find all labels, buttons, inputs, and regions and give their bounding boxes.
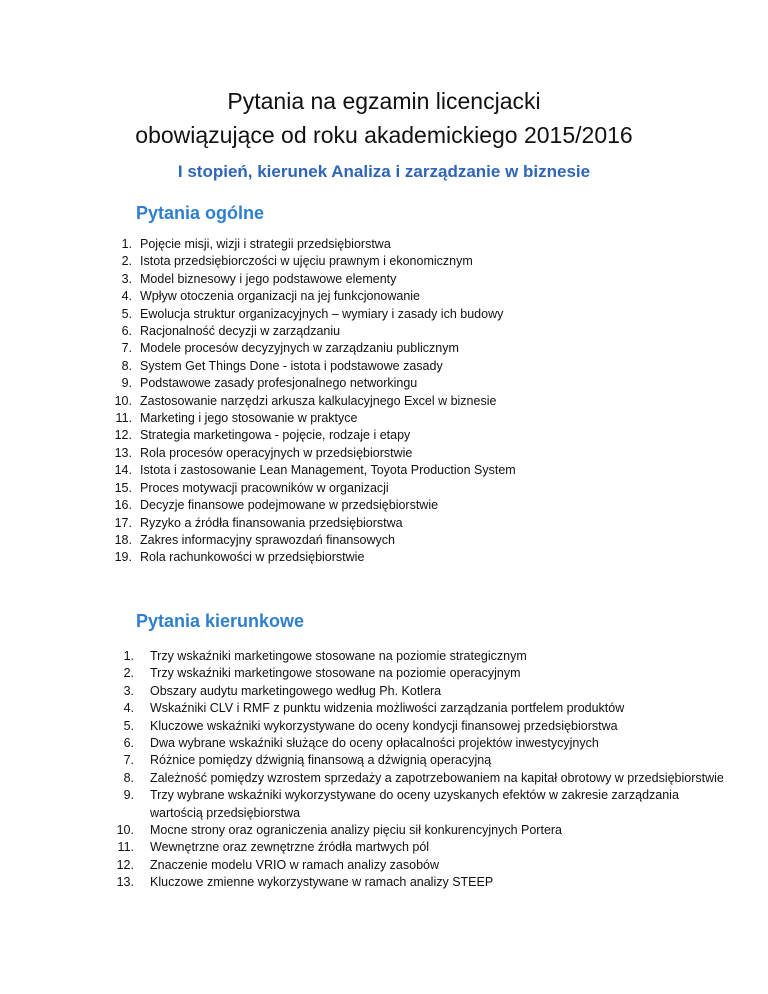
list-item	[108, 375, 728, 392]
list-item	[108, 515, 728, 532]
item-text: Kluczowe zmienne wykorzystywane w ramach analizy STEEP	[150, 875, 494, 890]
item-text: Marketing i jego stosowanie w praktyce	[140, 411, 358, 426]
item-number: 10.	[114, 393, 132, 408]
list-item	[114, 874, 734, 891]
item-text: Model biznesowy i jego podstawowe elementy	[140, 271, 397, 286]
item-text: System Get Things Done - istota i podstawowe zasady	[140, 358, 443, 373]
list-item	[108, 306, 728, 323]
item-text: Mocne strony oraz ograniczenia analizy pięciu sił konkurencyjnych Portera	[150, 823, 563, 838]
item-text: Wewnętrzne oraz zewnętrzne źródła martwych pól	[150, 840, 430, 855]
item-text: Istota i zastosowanie Lean Management, Toyota Production System	[140, 463, 516, 478]
item-text: Kluczowe wskaźniki wykorzystywane do oceny kondycji finansowej przedsiębiorstwa	[150, 718, 618, 733]
list-item	[108, 253, 728, 270]
document-subtitle: I stopień, kierunek Analiza i zarządzanie w biznesie	[177, 162, 591, 181]
item-number: 18.	[114, 532, 132, 547]
item-number: 6.	[123, 736, 134, 751]
item-text: Decyzje finansowe podejmowane w przedsiębiorstwie	[140, 498, 439, 513]
item-number: 6.	[121, 324, 132, 339]
list-item	[108, 323, 728, 340]
item-text: Zależność pomiędzy wzrostem sprzedaży a zapotrzebowaniem na kapitał obrotowy w przedsiębiorstwie	[150, 770, 724, 785]
item-number: 4.	[123, 701, 134, 716]
item-number: 3.	[123, 683, 134, 698]
item-text: Obszary audytu marketingowego według Ph. Kotlera	[150, 683, 442, 698]
item-text: Różnice pomiędzy dźwignią finansową a dźwignią operacyjną	[150, 753, 492, 768]
item-number: 2.	[123, 666, 134, 681]
item-text: Rola rachunkowości w przedsiębiorstwie	[140, 550, 365, 565]
item-number: 10.	[116, 823, 134, 838]
list-item	[114, 857, 734, 874]
item-text: Trzy wybrane wskaźniki wykorzystywane do oceny uzyskanych efektów w zakresie zarządzania wartością przedsiębiorstwa	[150, 788, 679, 820]
item-text: Rola procesów operacyjnych w przedsiębiorstwie	[140, 445, 413, 460]
list-item	[114, 735, 734, 752]
item-text: Zastosowanie narzędzi arkusza kalkulacyjnego Excel w biznesie	[140, 393, 497, 408]
item-number: 15.	[114, 480, 132, 495]
item-text: Racjonalność decyzji w zarządzaniu	[140, 324, 341, 339]
item-number: 13.	[116, 875, 134, 890]
item-text: Wskaźniki CLV i RMF z punktu widzenia możliwości zarządzania portfelem produktów	[150, 701, 625, 716]
item-number: 12.	[116, 857, 134, 872]
item-number: 9.	[123, 788, 134, 803]
list-item	[108, 271, 728, 288]
item-text: Trzy wskaźniki marketingowe stosowane na poziomie operacyjnym	[150, 666, 521, 681]
item-text: Dwa wybrane wskaźniki służące do oceny opłacalności projektów inwestycyjnych	[150, 736, 599, 751]
item-number: 19.	[114, 550, 132, 565]
list-item	[108, 236, 728, 253]
item-text: Zakres informacyjny sprawozdań finansowych	[140, 532, 395, 547]
list-item	[108, 445, 728, 462]
item-text: Trzy wskaźniki marketingowe stosowane na poziomie strategicznym	[150, 649, 527, 663]
list-item	[108, 358, 728, 375]
list-item	[108, 410, 728, 427]
list-item	[114, 648, 734, 665]
item-text: Modele procesów decyzyjnych w zarządzaniu publicznym	[140, 341, 459, 356]
item-text: Ryzyko a źródła finansowania przedsiębiorstwa	[140, 515, 403, 530]
list-item	[108, 497, 728, 514]
specific-questions-heading: Pytania kierunkowe	[136, 611, 305, 631]
item-number: 2.	[121, 254, 132, 269]
item-number: 14.	[114, 463, 132, 478]
item-text: Strategia marketingowa - pojęcie, rodzaje i etapy	[140, 428, 411, 443]
item-text: Podstawowe zasady profesjonalnego networkingu	[140, 376, 418, 391]
list-item	[108, 427, 728, 444]
item-text: Istota przedsiębiorczości w ujęciu prawnym i ekonomicznym	[140, 254, 473, 269]
item-number: 4.	[121, 289, 132, 304]
item-number: 17.	[114, 515, 132, 530]
item-text: Proces motywacji pracowników w organizacji	[140, 480, 389, 495]
list-item	[114, 787, 734, 822]
list-item	[108, 462, 728, 479]
list-item	[114, 839, 734, 856]
item-number: 13.	[114, 445, 132, 460]
specific-questions-list	[114, 648, 734, 892]
item-text: Pojęcie misji, wizji i strategii przedsiębiorstwa	[140, 237, 391, 251]
general-questions-list	[108, 236, 728, 567]
item-number: 11.	[117, 840, 134, 855]
item-number: 12.	[114, 428, 132, 443]
item-number: 8.	[123, 770, 134, 785]
list-item	[114, 683, 734, 700]
item-number: 3.	[121, 271, 132, 286]
item-number: 16.	[114, 498, 132, 513]
item-number: 8.	[121, 358, 132, 373]
item-number: 11.	[115, 411, 132, 426]
list-item	[108, 340, 728, 357]
item-number: 7.	[123, 753, 134, 768]
list-item	[108, 549, 728, 566]
list-item	[114, 718, 734, 735]
item-number: 7.	[121, 341, 132, 356]
item-number: 5.	[121, 306, 132, 321]
list-item	[114, 700, 734, 717]
item-number: 9.	[121, 376, 132, 391]
list-item	[114, 665, 734, 682]
list-item	[114, 752, 734, 769]
list-item	[108, 393, 728, 410]
document-title-line-2: obowiązujące od roku akademickiego 2015/2016	[135, 122, 633, 148]
item-number: 1.	[123, 649, 134, 663]
list-item	[114, 770, 734, 787]
document-title-line-1: Pytania na egzamin licencjacki	[227, 88, 541, 114]
item-number: 1.	[121, 237, 132, 251]
list-item	[108, 288, 728, 305]
item-number: 5.	[123, 718, 134, 733]
item-text: Ewolucja struktur organizacyjnych – wymiary i zasady ich budowy	[140, 306, 504, 321]
item-text: Znaczenie modelu VRIO w ramach analizy zasobów	[150, 857, 440, 872]
list-item	[114, 822, 734, 839]
list-item	[108, 532, 728, 549]
list-item	[108, 480, 728, 497]
general-questions-heading: Pytania ogólne	[136, 203, 265, 223]
item-text: Wpływ otoczenia organizacji na jej funkcjonowanie	[140, 289, 421, 304]
